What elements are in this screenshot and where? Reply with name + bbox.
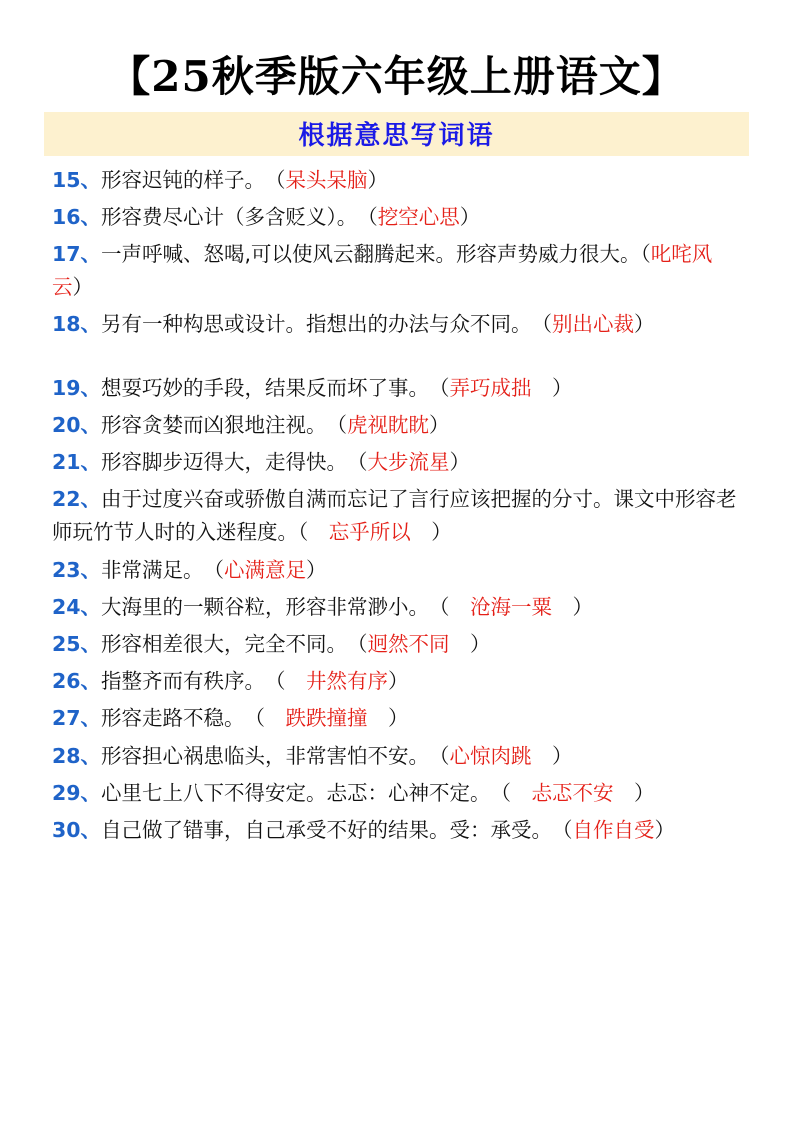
item-number: 21、 <box>52 449 102 474</box>
item-tail: ） <box>613 780 655 805</box>
subtitle-text: 根据意思写词语 <box>298 121 495 152</box>
item-answer: 迥然不同 <box>367 631 450 656</box>
item-answer: 别出心裁 <box>552 312 635 337</box>
item-number: 23、 <box>52 557 102 582</box>
list-item <box>52 483 743 549</box>
item-text: 形容贪婪而凶狠地注视。 （ <box>101 412 348 437</box>
list-item <box>52 238 743 304</box>
item-answer: 心满意足 <box>224 557 307 582</box>
item-answer: 挖空心思 <box>377 204 460 229</box>
list-item <box>52 164 743 197</box>
item-number: 20、 <box>52 412 102 437</box>
item-number: 30、 <box>52 818 102 842</box>
item-number: 28、 <box>52 743 102 768</box>
item-text: 形容费尽心计（多含贬义）。 （ <box>101 204 378 229</box>
page-title: 【25秋季版六年级上册语文】 <box>108 52 685 101</box>
list-item <box>52 665 743 698</box>
item-tail: ） <box>449 449 471 474</box>
list-item <box>52 591 743 624</box>
item-answer: 忘乎所以 <box>328 520 411 545</box>
item-text: 由于过度兴奋或骄傲自满而忘记了言行应该把握的分寸。课文中形容老师玩竹节人时的入迷程度。（ <box>52 487 737 545</box>
item-answer: 呆头呆脑 <box>285 167 368 192</box>
item-tail: ） <box>531 375 573 400</box>
item-number: 15、 <box>52 167 102 192</box>
item-tail: ） <box>459 204 481 229</box>
item-number: 24、 <box>52 594 102 619</box>
item-answer: 沧海一粟 <box>470 594 553 619</box>
item-tail: ） <box>367 167 389 192</box>
item-text: 另有一种构思或设计。指想出的办法与众不同。 （ <box>101 312 553 337</box>
item-answer: 虎视眈眈 <box>347 412 430 437</box>
item-answer: 跌跌撞撞 <box>285 706 368 731</box>
item-number: 18、 <box>52 312 102 337</box>
item-text: 形容走路不稳。 （ <box>101 706 286 731</box>
item-number: 27、 <box>52 706 102 731</box>
item-tail: ） <box>410 520 452 545</box>
item-text: 大海里的一颗谷粒，形容非常渺小。 （ <box>101 594 471 619</box>
item-answer: 弄巧成拙 <box>449 375 532 400</box>
item-answer: 忐忑不安 <box>531 780 614 805</box>
item-answer: 自作自受 <box>572 818 655 842</box>
item-tail: ） <box>552 594 594 619</box>
list-item <box>52 814 743 847</box>
list-item <box>52 201 743 234</box>
list-item <box>52 777 743 810</box>
list-item <box>52 308 743 341</box>
item-text: 指整齐而有秩序。 （ <box>101 669 307 694</box>
item-text: 心里七上八下不得安定。忐忑：心神不定。 （ <box>101 780 532 805</box>
item-text: 形容迟钝的样子。 （ <box>101 167 286 192</box>
item-text: 一声呼喊、怒喝,可以使风云翻腾起来。形容声势威力很大。（ <box>101 241 651 266</box>
list-item <box>52 446 743 479</box>
list-item <box>52 628 743 661</box>
item-tail: ） <box>634 312 655 337</box>
item-text: 形容相差很大，完全不同。 （ <box>101 631 368 656</box>
item-tail: ） <box>388 669 409 694</box>
item-text: 想耍巧妙的手段，结果反而坏了事。 （ <box>101 375 450 400</box>
list-item <box>52 409 743 442</box>
item-text: 非常满足。 （ <box>101 557 225 582</box>
item-tail: ） <box>72 275 93 300</box>
item-number: 22、 <box>52 487 102 512</box>
item-text: 自己做了错事，自己承受不好的结果。受：承受。 （ <box>101 818 573 842</box>
item-answer: 大步流星 <box>367 449 450 474</box>
item-tail: ） <box>306 557 327 582</box>
list-item <box>52 554 743 587</box>
item-tail: ） <box>654 818 676 842</box>
question-list <box>40 164 753 848</box>
section-spacer <box>52 346 743 372</box>
list-item <box>52 372 743 405</box>
item-answer: 井然有序 <box>306 669 389 694</box>
list-item <box>52 740 743 773</box>
item-text: 形容脚步迈得大，走得快。 （ <box>101 449 368 474</box>
item-answer: 叱咤风云 <box>52 241 713 300</box>
item-tail: ） <box>449 631 491 656</box>
item-number: 26、 <box>52 669 102 694</box>
item-number: 25、 <box>52 631 102 656</box>
item-number: 29、 <box>52 780 102 805</box>
item-number: 19、 <box>52 375 102 400</box>
item-text: 形容担心祸患临头，非常害怕不安。 （ <box>101 743 450 768</box>
item-tail: ） <box>367 706 409 731</box>
item-number: 17、 <box>52 241 102 266</box>
item-answer: 心惊肉跳 <box>449 743 532 768</box>
subtitle-banner <box>44 112 749 156</box>
item-number: 16、 <box>52 204 102 229</box>
item-tail: ） <box>429 412 450 437</box>
item-tail: ） <box>531 743 573 768</box>
list-item <box>52 702 743 735</box>
